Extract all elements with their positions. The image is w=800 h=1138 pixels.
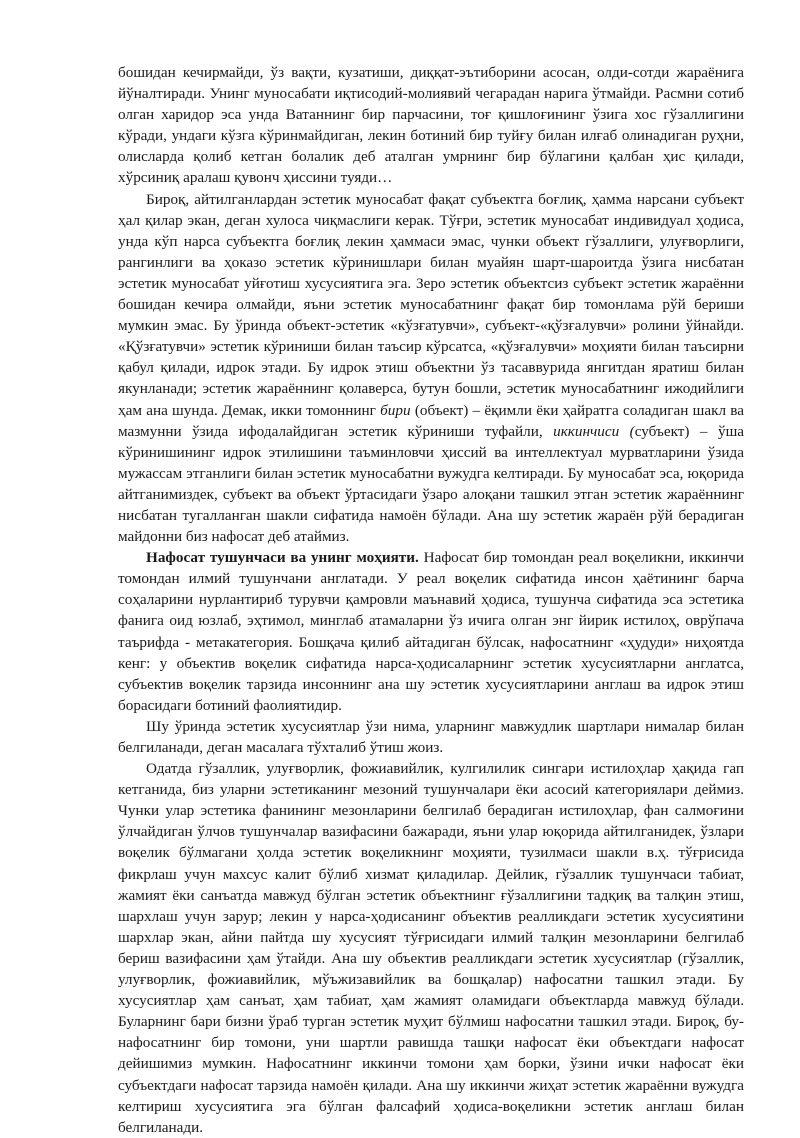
paragraph-1-text: бошидан кечирмайди, ўз вақти, кузатиши, диққат-эътиборини асосан, олди-сотди жараёнига йўналтиради. Унинг муносабати иқтисодий-молиявий чегарадан нарига ўтмайди. Расмни сотиб олган харидор эса унда Ватаннинг бир парчасини, тоғ қишлоғининг ўзига хос гўзаллигини кўради, ундаги кўзга кўринмайдиган, лекин ботиний бир туйғу билан илғаб олинадиган руҳни, олисларда қолиб кетган болалик деб аталган умрнинг бир бўлагини қалбан ҳис қилади, хўрсиниқ аралаш қувонч ҳиссини туяди… [118,64,744,187]
paragraph-4 [118,716,744,758]
paragraph-2-text-a: Бироқ, айтилганлардан эстетик муносабат фақат субъектга боғлиқ, ҳамма нарсани субъект ҳал қилар экан, деган хулоса чиқмаслиги керак. Тўғри, эстетик муносабат индивидуал ҳодиса, унда кўп нарса субъектга боғлиқ лекин ҳаммаси эмас, чунки объект гўзаллиги, улуғворлиги, рангинлиги ва ҳоказо эстетик кўринишлари билан муайян шарт-шароитда ўзига нисбатан эстетик муносабат уйғотиш хусусиятига эга. Зеро эстетик объектсиз субъект эстетик жараённи бошидан кечира олмайди, яъни эстетик муносабатнинг фақат бир томонлама рўй бериши мумкин эмас. Бу ўринда объект-эстетик «кўзғатувчи», субъект-«қўзғалувчи» ролини ўйнайди. «Қўзғатувчи» эстетик кўриниши билан таъсир кўрсатса, «қўзғалувчи» моҳияти билан таъсирни қабул қилади, идрок этади. Бу идрок этиш объектни ўз тасаввурида янгитдан яратиш билан якунланади; эстетик жараённинг қолаверса, бутун бошли, эстетик муносабатнинг ижодийлиги ҳам ана шунда. Демак, икки томоннинг [118,190,744,419]
document-page [118,62,744,1138]
paragraph-5-text: Одатда гўзаллик, улуғворлик, фожиавийлик, кулгилилик сингари истилоҳлар ҳақида гап кетганида, биз уларни эстетиканинг мезоний тушунчалари ёки асосий категориялари деймиз. Чунки улар эстетика фанининг мезонларини белгилаб берадиган истилоҳлар, фан салмоғини ўлчайдиган ўлчов тушунчалар вазифасини бажаради, яъни улар юқорида айтилганидек, ўзлари воқелик бўлмагани ҳолда эстетик воқеликнинг моҳияти, тузилмаси шакли в.ҳ. тўғрисида фикрлаш учун махсус калит бўлиб хизмат қиладилар. Дейлик, гўзаллик тушунчаси табиат, жамият ёки санъатда мавжуд бўлган эстетик объектнинг ғўзаллигини тадқиқ ва талқин этиш, шархлаш учун зарур; лекин у нарса-ҳодисанинг объектив реалликдаги эстетик хусусиятини шархлар экан, айни пайтда шу хусусият тўғрисидаги илмий талқин мезонларини белгилаб бериш вазифасини ҳам ўтайди. Ана шу объектив реалликдаги эстетик хусусиятлар (гўзаллик, улуғворлик, фожиавийлик, мўъжизавийлик ва бошқалар) нафосатни ташкил этади. Бу хусусиятлар ҳам санъат, ҳам табиат, ҳам жамият оламидаги объектларда мавжуд бўлади. Буларнинг бари бизни ўраб турган эстетик муҳит бўлмиш нафосатни ташкил этади. Бироқ, бу-нафосатнинг бир томони, уни шартли равишда ташқи нафосат ёки объектдаги нафосат дейишимиз мумкин. Нафосатнинг иккинчи томони ҳам борки, ўзини ички нафосат ёки субъектдаги нафосат тарзида намоён қилади. Ана шу иккинчи жиҳат эстетик жараённи вужудга келтириш хусусиятига эга бўлган фалсафий ҳодиса-воқеликни эстетик англаш билан белгиланади. [118,760,744,1136]
paragraph-3-text: Нафосат бир томондан реал воқеликни, иккинчи томондан илмий тушунчани англатади. У реал воқелик сифатида инсон ҳаётининг барча соҳаларини нурлантириб турувчи қамровли маънавий ҳодиса, тушунча сифатида эса эстетика фанига оид юзлаб, эҳтимол, минглаб атамаларни ўз ичига олган энг йирик истилоҳ, оврўпача таърифда - метакатегория. Бошқача қилиб айтадиган бўлсак, нафосатнинг «ҳудуди» ниҳоятда кенг: у объектив воқелик сифатида нарса-ҳодисаларнинг эстетик хусусиятларни англатса, субъектив воқелик тарзида инсоннинг ана шу эстетик хусусиятларини англаш ва идрок этиш борасидаги ботиний фаолиятидир. [118,549,744,714]
paragraph-1 [118,62,744,189]
paragraph-5 [118,758,744,1138]
section-heading: Нафосат тушунчаси ва унинг моҳияти. [146,549,419,567]
paragraph-2-italic-ikkinchisi: иккинчиси ( [553,422,635,440]
paragraph-2-text-c: субъект) – ўша кўринишининг идрок этилишини таъминловчи ҳиссий ва интеллектуал мурватларини ўзида мужассам этганлиги билан эстетик муносабатни вужудга келтиради. Бу муносабат эса, юқорида айтганимиздек, субъект ва объект ўртасидаги ўзаро алоқани ташкил этган эстетик жараённинг нисбатан тугалланган шакли сифатида намоён бўлади. Ана шу эстетик жараён рўй берадиган майдонни биз нафосат деб атаймиз. [118,422,745,546]
paragraph-3 [118,547,744,716]
paragraph-2-text-b: (объект) – ёқимли ёки ҳайратга соладиган шакл ва мазмунни ўзида ифодалайдиган эстетик кўриниши туфайли, [118,401,744,440]
paragraph-4-text: Шу ўринда эстетик хусусиятлар ўзи нима, уларнинг мавжудлик шартлари нималар билан белгиланади, деган масалага тўхталиб ўтиш жоиз. [118,717,744,756]
paragraph-2-italic-biri: бири [380,401,411,419]
paragraph-2 [118,189,744,548]
